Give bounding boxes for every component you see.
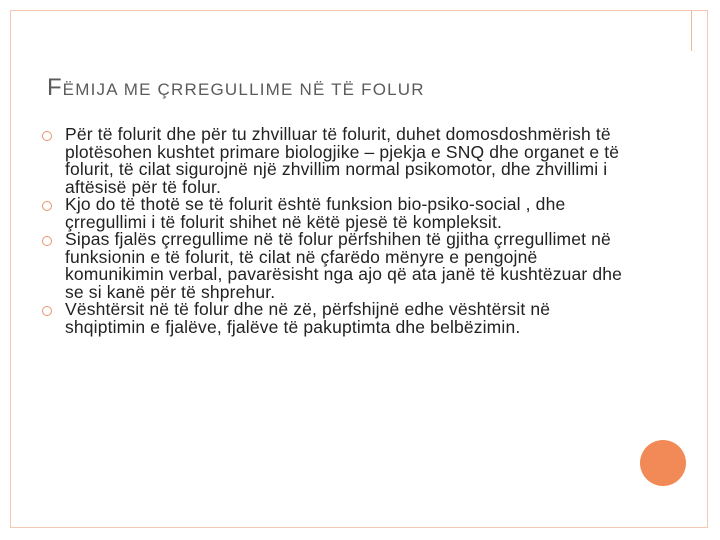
bullet-item xyxy=(42,126,632,196)
bullet-item xyxy=(42,301,632,336)
bullet-text: Kjo do të thotë se të folurit është funksion bio-psiko-social , dhe çrregullimi i të folurit shihet në këtë pjesë të kompleksit. xyxy=(65,194,566,232)
slide-title xyxy=(47,74,425,102)
decorative-accent-circle xyxy=(640,440,686,486)
bullet-text: Për të folurit dhe për tu zhvilluar të folurit, duhet domosdoshmërish të plotësohen kushtet primare biologjike – pjekja e SNQ dhe organet e të folurit, të cilat sigurojnë një zhvillim normal psikomotor, dhe zhvillimi i aftësisë për të folur. xyxy=(65,124,620,197)
bullet-text: Vështërsit në të folur dhe në zë, përfshijnë edhe vështërsit në shqiptimin e fjalëve, fjalëve të pakuptimta dhe belbëzimin. xyxy=(65,299,551,337)
bullet-list xyxy=(42,126,632,336)
slide-title-initial: F xyxy=(47,74,63,101)
slide-title-rest: ËMIJA ME ÇRREGULLIME NË TË FOLUR xyxy=(62,80,425,99)
bullet-circle-icon xyxy=(42,131,52,141)
bullet-item xyxy=(42,231,632,301)
decorative-line xyxy=(691,11,692,51)
bullet-item xyxy=(42,196,632,231)
bullet-circle-icon xyxy=(42,201,52,211)
bullet-circle-icon xyxy=(42,306,52,316)
bullet-circle-icon xyxy=(42,236,52,246)
bullet-text: Sipas fjalës çrregullime në të folur përfshihen të gjitha çrregullimet në funksionin e të folurit, të cilat në çfarëdo mënyre e pengojnë komunikimin verbal, pavarësisht nga ajo që ata janë të kushtëzuar dhe se si kanë për të shprehur. xyxy=(65,229,623,302)
